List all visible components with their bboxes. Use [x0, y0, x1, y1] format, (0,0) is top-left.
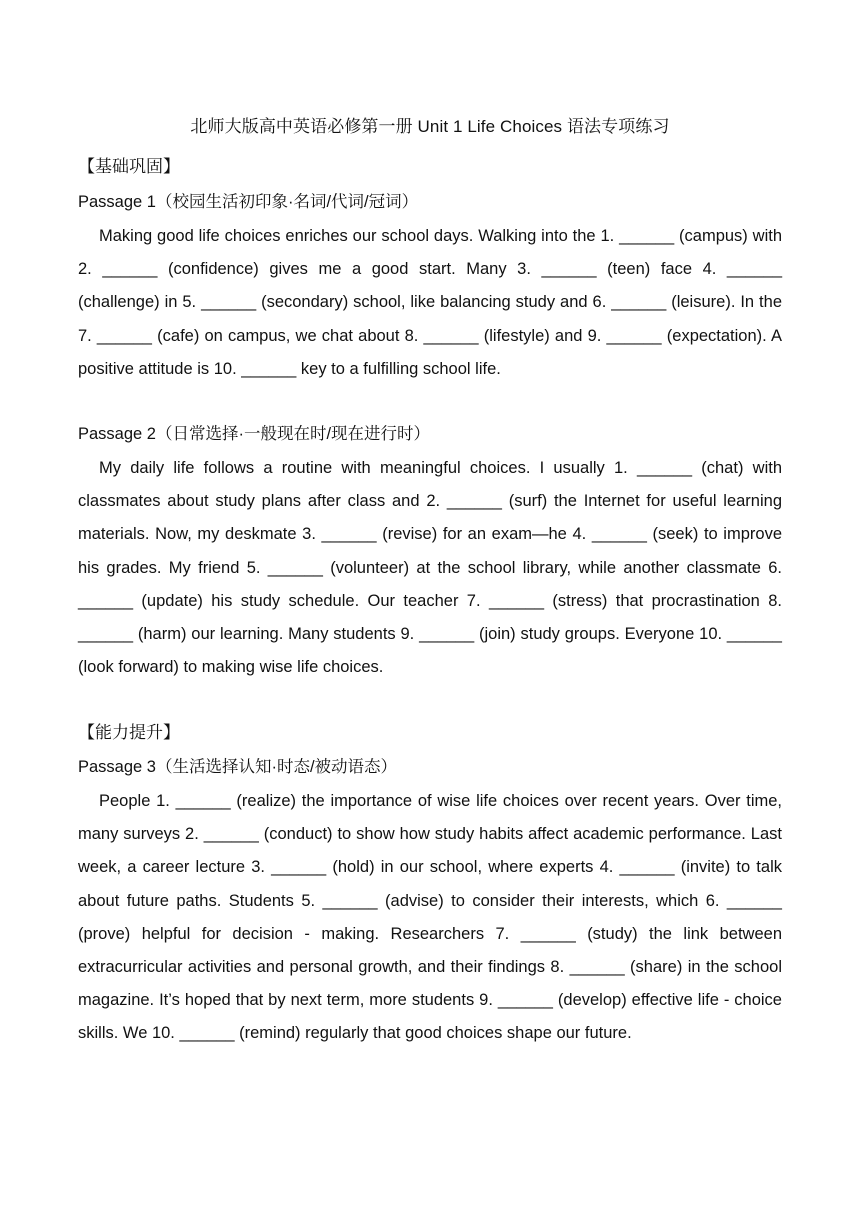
section-heading-basic: 【基础巩固】 — [78, 157, 180, 176]
passage-2-text: My daily life follows a routine with meaningful choices. I usually 1. ______ (chat) with classmates about study plans after class and 2. ______ (surf) the Internet for useful learning materials. Now, my deskmate 3. ______ (revise) for an exam—he 4. ______ (seek) to improve his grades. My friend 5. ______ (volunteer) at the school library, while another classmate 6. ______ (update) his study schedule. Our teacher 7. ______ (stress) that procrastination 8. ______ (harm) our learning. Many students 9. ______ (join) study groups. Everyone 10. ______ (look forward) to making wise life choices. — [78, 459, 782, 677]
passage-2-label: Passage 2（日常选择·一般现在时/现在进行时） — [78, 425, 431, 443]
document-title: 北师大版高中英语必修第一册 Unit 1 Life Choices 语法专项练习 — [190, 117, 670, 136]
passage-3-label: Passage 3（生活选择认知·时态/被动语态） — [78, 758, 398, 776]
section-heading-advanced: 【能力提升】 — [78, 723, 180, 742]
passage-1-text: Making good life choices enriches our school days. Walking into the 1. ______ (campus) with 2. ______ (confidence) gives me a good start. Many 3. ______ (teen) face 4. ______ (challenge) in 5. ______ (secondary) school, like balancing study and 6. ______ (leisure). In the 7. ______ (cafe) on campus, we chat about 8. ______ (lifestyle) and 9. ______ (expectation). A positive attitude is 10. ______ key to a fulfilling school life. — [78, 227, 782, 378]
passage-3-text: People 1. ______ (realize) the importance of wise life choices over recent years. Over time, many surveys 2. ______ (conduct) to show how study habits affect academic performance. Last week, a career lecture 3. ______ (hold) in our school, where experts 4. ______ (invite) to talk about future paths. Students 5. ______ (advise) to consider their interests, which 6. ______ (prove) helpful for decision - making. Researchers 7. ______ (study) the link between extracurricular activities and personal growth, and their findings 8. ______ (share) in the school magazine. It’s hoped that by next term, more students 9. ______ (develop) effective life - choice skills. We 10. ______ (remind) regularly that good choices shape our future. — [78, 792, 782, 1043]
passage-1-label: Passage 1（校园生活初印象·名词/代词/冠词） — [78, 193, 419, 211]
